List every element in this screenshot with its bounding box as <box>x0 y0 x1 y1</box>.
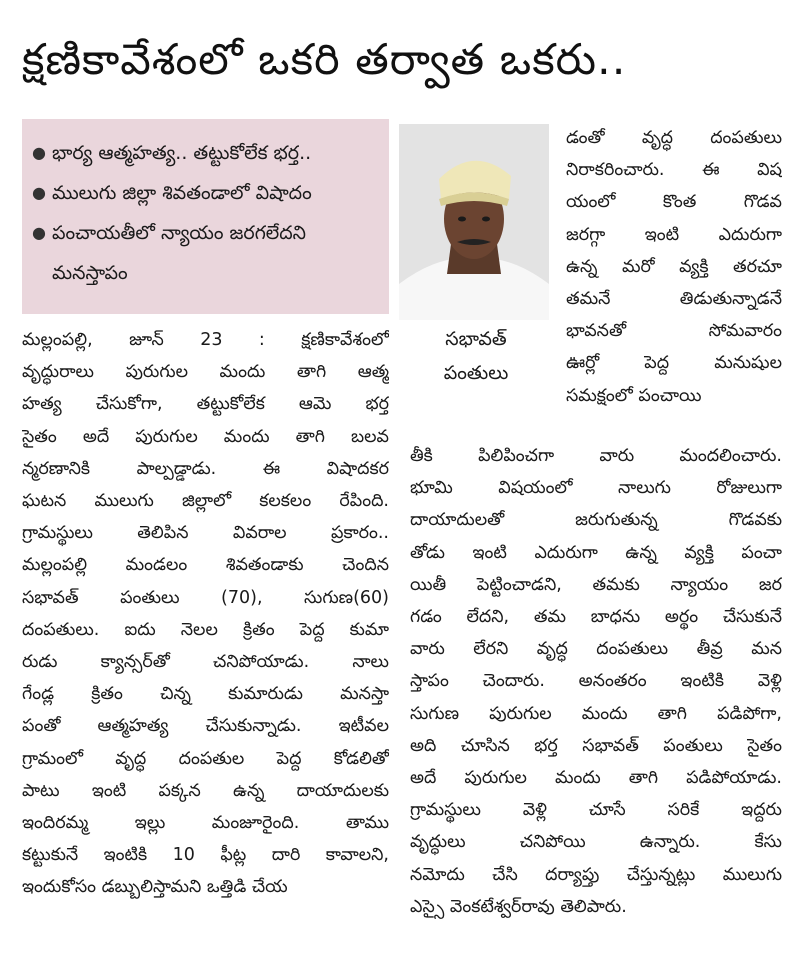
article-line: గడం లేదని, తమ బాధను అర్థం చేసుకునే <box>410 607 782 628</box>
article-line: న్మరణానికి పాల్పడ్డాడు. ఈ విషాదకర <box>22 458 389 479</box>
article-line: సభావత్ పంతులు (70), సుగుణ(60) <box>22 587 389 608</box>
article-line: ఇందుకోసం డబ్బులిస్తామని ఒత్తిడి చేయ <box>22 877 288 898</box>
bullet-icon: ● <box>32 223 46 242</box>
highlight-item <box>32 173 381 213</box>
article-line: దంపతులు. ఐదు నెలల క్రితం పెద్ద కుమా <box>22 619 389 640</box>
article-line: ఘటన ములుగు జిల్లాలో కలకలం రేపింది. <box>22 491 389 512</box>
article-line: యితీ పెట్టించాడని, తమకు న్యాయం జర <box>410 574 782 595</box>
article-line: జరగ్గా ఇంటి ఎదురుగా <box>566 224 782 245</box>
article-line: తోడు ఇంటి ఎదురుగా ఉన్న వ్యక్తి పంచా <box>410 542 782 563</box>
article-line: గేండ్ల క్రితం చిన్న కుమారుడు మనస్తా <box>22 684 389 705</box>
article-line: సైతం అదే పురుగుల మందు తాగి బలవ <box>22 426 389 447</box>
article-line: డంతో వృద్ధ దంపతులు <box>566 128 782 148</box>
photo-caption <box>406 322 546 390</box>
article-line: పాటు ఇంటి పక్కన ఉన్న దాయాదులకు <box>22 780 389 801</box>
article-line: అదే పురుగుల మందు తాగి పడిపోయాడు. <box>410 768 782 789</box>
article-line: వృద్ధురాలు పురుగుల మందు తాగి ఆత్మ <box>22 362 389 383</box>
bullet-icon: ● <box>32 183 46 202</box>
article-line: భూమి విషయంలో నాలుగు రోజులుగా <box>410 478 782 499</box>
article-line: దాయాదులతో జరుగుతున్న గొడవకు <box>410 510 782 531</box>
highlight-item <box>32 213 381 293</box>
article-line: భావనతో సోమవారం <box>566 321 782 342</box>
article-line: గ్రామంలో వృద్ధ దంపతుల పెద్ద కోడలితో <box>22 748 389 769</box>
article-line: హత్య చేసుకోగా, తట్టుకోలేక ఆమె భర్త <box>22 394 389 415</box>
article-line: మల్లంపల్లి, జూన్ 23 : క్షణికావేశంలో <box>22 330 389 350</box>
headline: క్షణికావేశంలో ఒకరి తర్వాత ఒకరు.. <box>22 35 627 85</box>
highlight-text: ములుగు జిల్లా శివతండాలో విషాదం <box>52 182 312 204</box>
article-line: మల్లంపల్లి మండలం శివతండాకు చెందిన <box>22 555 389 576</box>
bullet-icon: ● <box>32 143 46 162</box>
highlight-text: పంచాయతీలో న్యాయం జరగలేదని మనస్తాపం <box>52 222 306 284</box>
article-line: గ్రామస్థులు తెలిపిన వివరాల ప్రకారం.. <box>22 523 389 544</box>
article-line: అది చూసిన భర్త సభావత్ పంతులు సైతం <box>410 735 782 756</box>
article-line: యంలో కొంత గొడవ <box>566 192 782 213</box>
article-line: వారు లేరని వృద్ధ దంపతులు తీవ్ర మన <box>410 639 782 660</box>
article-column-right-top <box>566 122 782 412</box>
person-portrait-icon <box>399 124 549 320</box>
article-line: సుగుణ పురుగుల మందు తాగి పడిపోగా, <box>410 703 782 724</box>
article-line: ఇందిరమ్మ ఇల్లు మంజూరైంది. తాము <box>22 813 389 834</box>
article-line: స్తాపం చెందారు. అనంతరం ఇంటికి వెళ్లి <box>410 671 782 692</box>
article-line: పంతో ఆత్మహత్య చేసుకున్నాడు. ఇటీవల <box>22 716 389 737</box>
article-column-right-bottom <box>410 440 782 923</box>
person-photo <box>399 124 549 320</box>
article-line: ఎస్సై వెంకటేశ్వర్‌రావు తెలిపారు. <box>410 896 627 917</box>
article-line: వృద్ధులు చనిపోయి ఉన్నారు. కేసు <box>410 832 782 853</box>
article-line: రుడు క్యాన్సర్‌తో చనిపోయాడు. నాలు <box>22 652 389 673</box>
highlight-text: భార్య ఆత్మహత్య.. తట్టుకోలేక భర్త.. <box>52 142 312 164</box>
article-column-left <box>22 324 389 904</box>
caption-line: పంతులు <box>443 362 509 384</box>
article-line: నమోదు చేసి దర్యాప్తు చేస్తున్నట్లు ములుగు <box>410 864 782 885</box>
article-line: నిరాకరించారు. ఈ విష <box>566 160 782 181</box>
article-line: కట్టుకునే ఇంటికి 10 ఫీట్ల దారి కావాలని, <box>22 845 389 866</box>
article-line: తమనే తిడుతున్నాడనే <box>566 289 782 310</box>
caption-line: సభావత్ <box>445 328 507 350</box>
article-line: గ్రామస్థులు వెళ్లి చూసే సరికే ఇద్దరు <box>410 800 782 821</box>
article-line: ఊర్లో పెద్ద మనుషుల <box>566 353 782 374</box>
article-line: తీకి పిలిపించగా వారు మందలించారు. <box>410 446 782 466</box>
article-line: ఉన్న మరో వ్యక్తి తరచూ <box>566 256 782 277</box>
article-line: సమక్షంలో పంచాయి <box>566 385 702 406</box>
highlights-box <box>22 119 389 314</box>
highlight-item <box>32 133 381 173</box>
